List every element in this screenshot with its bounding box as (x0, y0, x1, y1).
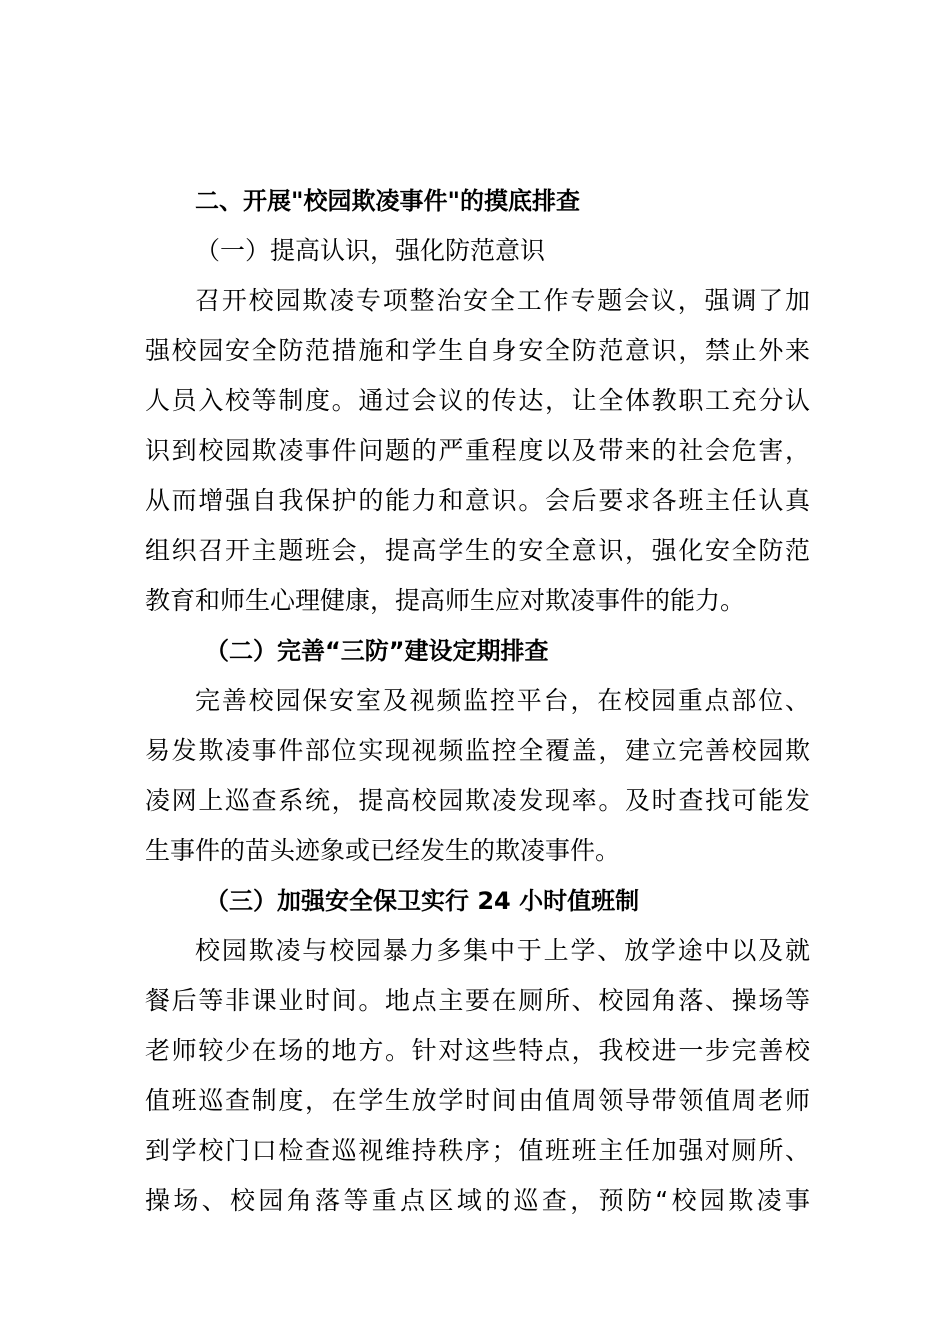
subsection-title-2: （二）完善“三防”建设定期排查 (205, 637, 549, 665)
paragraph-3-line-4: 值班巡查制度，在学生放学时间由值周领导带领值周老师 (145, 1086, 810, 1115)
subsection-title-1: （一）提高认识，强化防范意识 (195, 236, 546, 265)
paragraph-2-line-2: 易发欺凌事件部位实现视频监控全覆盖，建立完善校园欺 (145, 736, 810, 765)
paragraph-3-line-1: 校园欺凌与校园暴力多集中于上学、放学途中以及就 (195, 936, 810, 965)
paragraph-2-line-1: 完善校园保安室及视频监控平台，在校园重点部位、 (195, 686, 810, 715)
paragraph-2-line-4: 生事件的苗头迹象或已经发生的欺凌事件。 (145, 836, 621, 865)
paragraph-3-line-2: 餐后等非课业时间。地点主要在厕所、校园角落、操场等 (145, 986, 810, 1015)
paragraph-1-line-7: 教育和师生心理健康，提高师生应对欺凌事件的能力。 (145, 586, 746, 615)
paragraph-3-line-3: 老师较少在场的地方。针对这些特点，我校进一步完善校 (145, 1036, 810, 1065)
paragraph-1-line-3: 人员入校等制度。通过会议的传达，让全体教职工充分认 (145, 386, 810, 415)
paragraph-1-line-6: 组织召开主题班会，提高学生的安全意识，强化安全防范 (145, 536, 810, 565)
section-heading: 二、开展"校园欺凌事件"的摸底排查 (195, 187, 581, 215)
paragraph-1-line-2: 强校园安全防范措施和学生自身安全防范意识，禁止外来 (145, 336, 810, 365)
paragraph-2-line-3: 凌网上巡查系统，提高校园欺凌发现率。及时查找可能发 (145, 786, 810, 815)
paragraph-3-line-6: 操场、校园角落等重点区域的巡查，预防“校园欺凌事 (145, 1186, 810, 1215)
subsection-title-3: （三）加强安全保卫实行 24 小时值班制 (205, 887, 640, 915)
paragraph-1-line-4: 识到校园欺凌事件问题的严重程度以及带来的社会危害， (145, 436, 810, 465)
paragraph-3-line-5: 到学校门口检查巡视维持秩序；值班班主任加强对厕所、 (145, 1136, 810, 1165)
paragraph-1-line-5: 从而增强自我保护的能力和意识。会后要求各班主任认真 (145, 486, 810, 515)
paragraph-1-line-1: 召开校园欺凌专项整治安全工作专题会议，强调了加 (195, 286, 810, 315)
